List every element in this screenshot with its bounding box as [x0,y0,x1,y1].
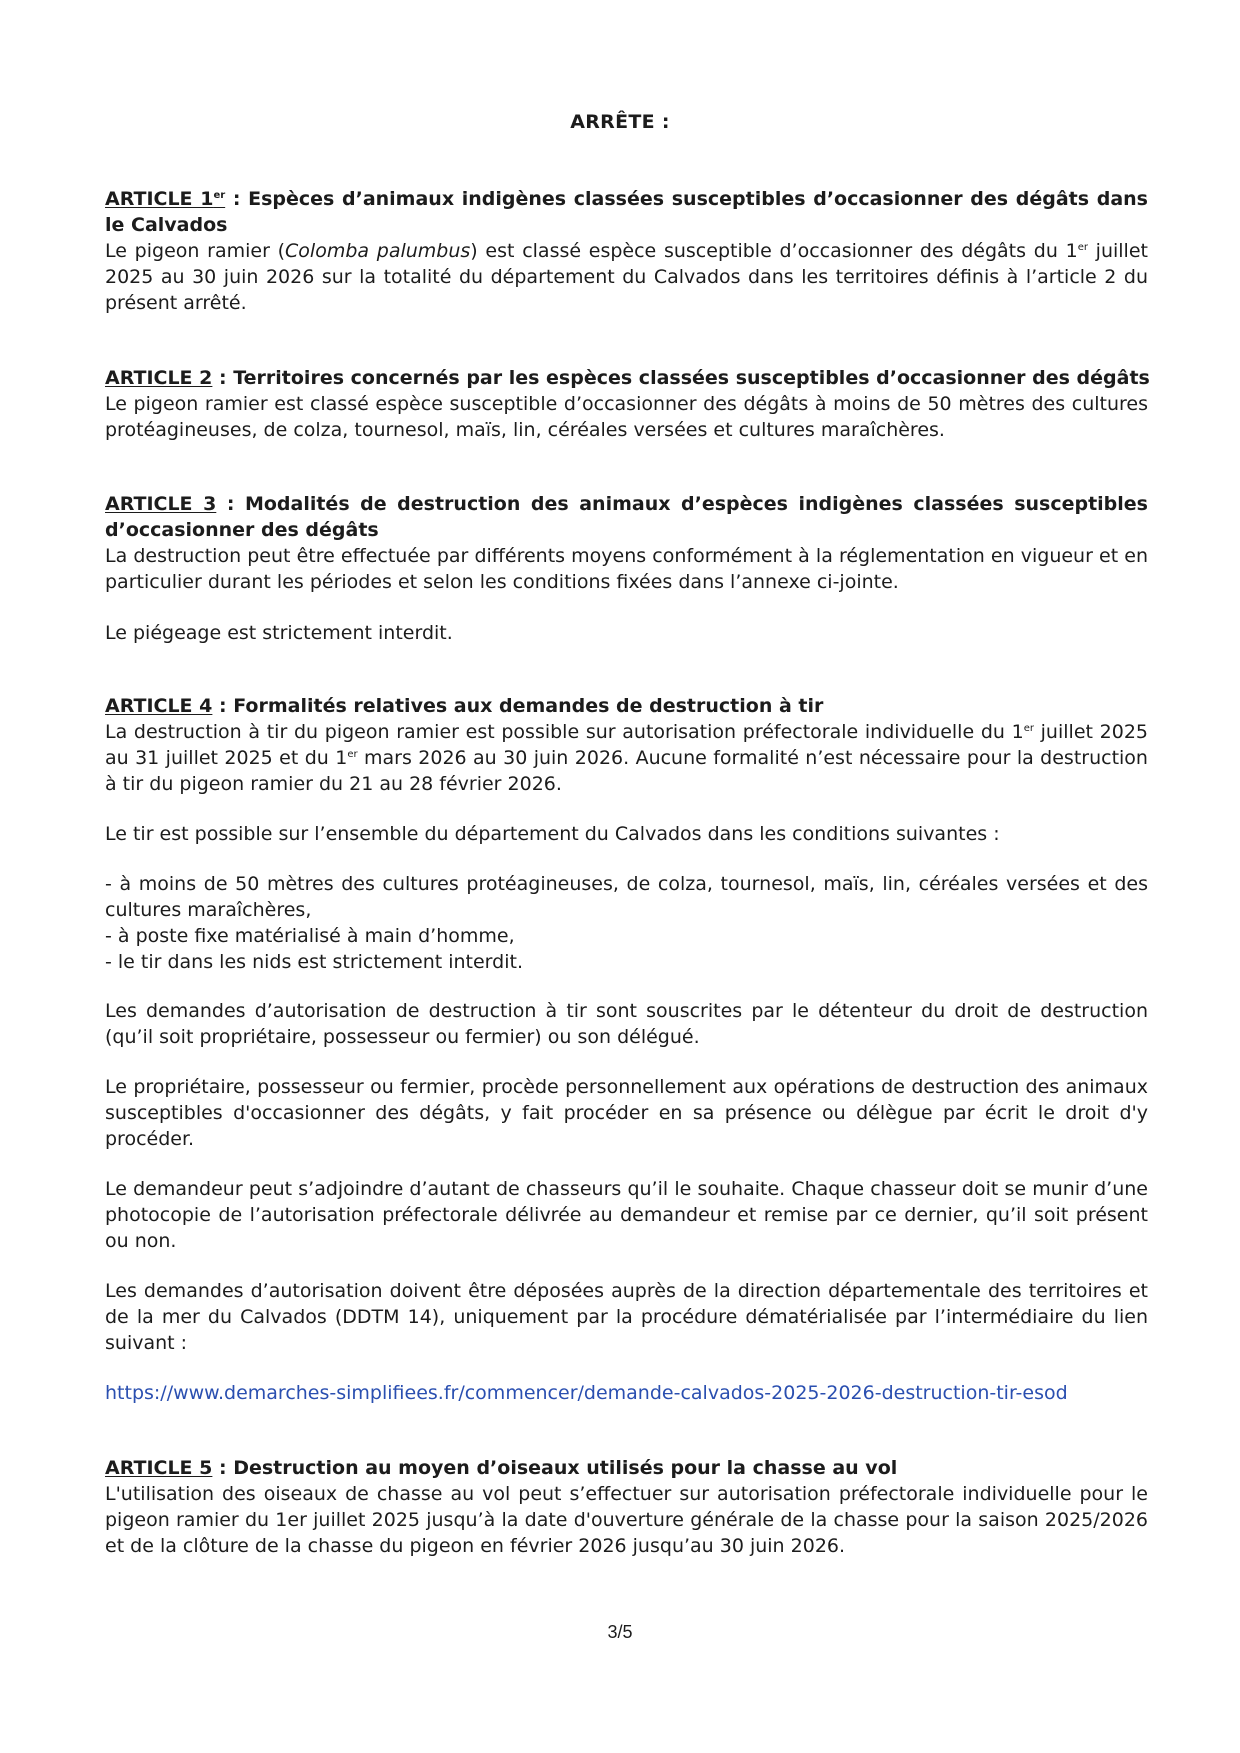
article-2-title: : Territoires concernés par les espèces classées susceptibles d’occasionner des dégâts [212,367,1150,389]
article-4-title: : Formalités relatives aux demandes de destruction à tir [212,695,824,717]
article-5-paragraph: L'utilisation des oiseaux de chasse au vol peut s’effectuer sur autorisation préfectorale individuelle pour le pigeon ramier du 1er juillet 2025 jusqu’à la date d'ouverture générale de la chasse pour la saison 2025/2026 et de la clôture de la chasse du pigeon en février 2026 jusqu’au 30 juin 2026. [105,1483,1148,1557]
article-4-bullet-2: - à poste fixe matérialisé à main d’homme, [105,925,515,947]
procedure-link-line [105,1380,1215,1406]
page-title: ARRÊTE : [570,111,670,133]
article-4-bullet-1: - à moins de 50 mètres des cultures protéagineuses, de colza, tournesol, maïs, lin, céréales versées et des cultures maraîchères, [105,873,1148,921]
article-4-paragraph-6: Les demandes d’autorisation doivent être déposées auprès de la direction départementale des territoires et de la mer du Calvados (DDTM 14), uniquement par la procédure dématérialisée par l’intermédiaire du lien suivant : [105,1280,1148,1354]
article-3-trapping-note: Le piégeage est strictement interdit. [105,622,453,644]
article-4-heading [105,693,1148,719]
article-1-title: : Espèces d’animaux indigènes classées susceptibles d’occasionner des dégâts dans le Calvados [105,188,1148,236]
article-4-paragraph-5: Le demandeur peut s’adjoindre d’autant de chasseurs qu’il le souhaite. Chaque chasseur doit se munir d’une photocopie de l’autorisation préfectorale délivrée au demandeur et remise par ce dernier, qu’il soit présent ou non. [105,1178,1148,1252]
page-number: 3/5 [607,1622,633,1642]
article-1-paragraph: Le pigeon ramier (Colomba palumbus) est classé espèce susceptible d’occasionner des dégâts du 1er juillet 2025 au 30 juin 2026 sur la totalité du département du Calvados dans les territoires définis à l’article 2 du présent arrêté. [105,240,1148,314]
article-2-paragraph: Le pigeon ramier est classé espèce susceptible d’occasionner des dégâts à moins de 50 mètres des cultures protéagineuses, de colza, tournesol, maïs, lin, céréales versées et cultures maraîchères. [105,393,1148,441]
article-2-heading [105,365,1148,391]
article-4-paragraph-2: Le tir est possible sur l’ensemble du département du Calvados dans les conditions suivantes : [105,823,1000,845]
article-5-label: ARTICLE 5 [105,1457,213,1479]
article-4-paragraph-1: La destruction à tir du pigeon ramier est possible sur autorisation préfectorale individuelle du 1er juillet 2025 au 31 juillet 2025 et du 1er mars 2026 au 30 juin 2026. Aucune formalité n’est nécessaire pour la destruction à tir du pigeon ramier du 21 au 28 février 2026. [105,721,1148,795]
article-4-paragraph-3: Les demandes d’autorisation de destruction à tir sont souscrites par le détenteur du droit de destruction (qu’il soit propriétaire, possesseur ou fermier) ou son délégué. [105,1000,1148,1048]
article-3-paragraph: La destruction peut être effectuée par différents moyens conformément à la réglementation en vigueur et en particulier durant les périodes et selon les conditions fixées dans l’annexe ci-jointe. [105,545,1148,593]
article-3-title: : Modalités de destruction des animaux d’espèces indigènes classées susceptibles d’occasionner des dégâts [105,493,1148,541]
article-4-paragraph-4: Le propriétaire, possesseur ou fermier, procède personnellement aux opérations de destruction des animaux susceptibles d'occasionner des dégâts, y fait procéder en sa présence ou délègue par écrit le droit d'y procéder. [105,1076,1148,1150]
article-1-heading [105,186,1148,238]
article-5-heading [105,1455,1148,1481]
article-2-label: ARTICLE 2 [105,367,213,389]
article-3-label: ARTICLE 3 [105,493,217,515]
procedure-link[interactable]: https://www.demarches-simplifiees.fr/commencer/demande-calvados-2025-2026-destruction-tir-esod [105,1382,1068,1404]
species-name: Colomba palumbus [285,240,471,262]
article-4-bullet-3: - le tir dans les nids est strictement interdit. [105,951,523,973]
article-4-label: ARTICLE 4 [105,695,213,717]
article-5-title: : Destruction au moyen d’oiseaux utilisés pour la chasse au vol [212,1457,898,1479]
article-3-heading [105,491,1148,543]
article-1-label: ARTICLE 1er [105,188,226,210]
